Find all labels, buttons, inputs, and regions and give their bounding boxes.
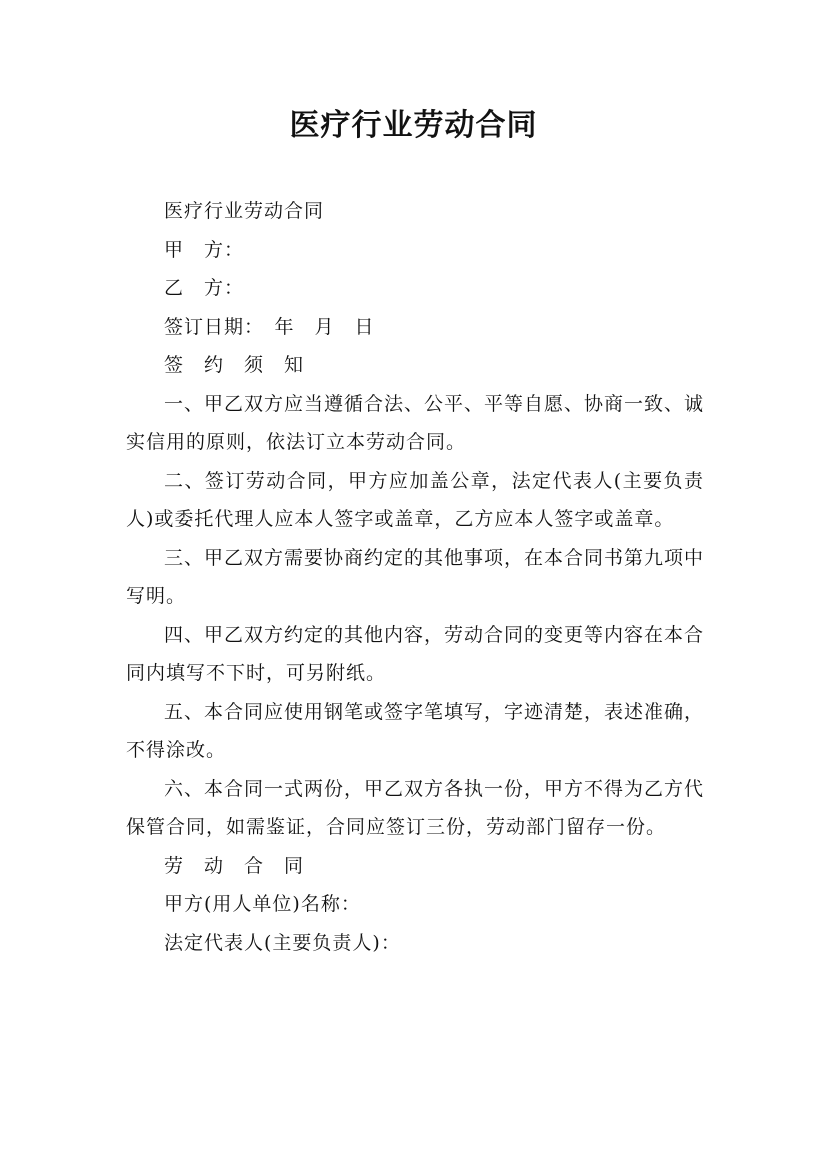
- paragraph-employer-name: 甲方(用人单位)名称：: [164, 893, 361, 915]
- paragraph-contract-heading: 劳 动 合 同: [164, 854, 305, 877]
- paragraph-notice-6: 六、本合同一式两份，甲乙双方各执一份，甲方不得为乙方代保管合同，如需鉴证，合同应签订三份，劳动部门留存一份。: [126, 777, 705, 838]
- paragraph-legal-representative: 法定代表人(主要负责人)：: [164, 931, 401, 954]
- document-title: 医疗行业劳动合同: [289, 108, 538, 143]
- document-body: [126, 192, 704, 962]
- paragraph-sign-date: 签订日期： 年 月 日: [164, 315, 375, 338]
- paragraph-notice-heading: 签 约 须 知: [164, 354, 305, 376]
- paragraph-notice-3: 三、甲乙双方需要协商约定的其他事项，在本合同书第九项中写明。: [126, 546, 705, 607]
- paragraph-heading: 医疗行业劳动合同: [164, 200, 325, 222]
- paragraph-notice-2: 二、签订劳动合同，甲方应加盖公章，法定代表人(主要负责人)或委托代理人应本人签字或盖章，乙方应本人签字或盖章。: [126, 469, 704, 530]
- paragraph-party-b: 乙 方：: [164, 277, 245, 299]
- paragraph-notice-5: 五、本合同应使用钢笔或签字笔填写，字迹清楚，表述准确，不得涂改。: [126, 700, 705, 761]
- paragraph-notice-1: 一、甲乙双方应当遵循合法、公平、平等自愿、协商一致、诚实信用的原则，依法订立本劳动合同。: [126, 392, 705, 453]
- paragraph-party-a: 甲 方：: [164, 238, 245, 261]
- paragraph-notice-4: 四、甲乙双方约定的其他内容，劳动合同的变更等内容在本合同内填写不下时，可另附纸。: [126, 623, 705, 684]
